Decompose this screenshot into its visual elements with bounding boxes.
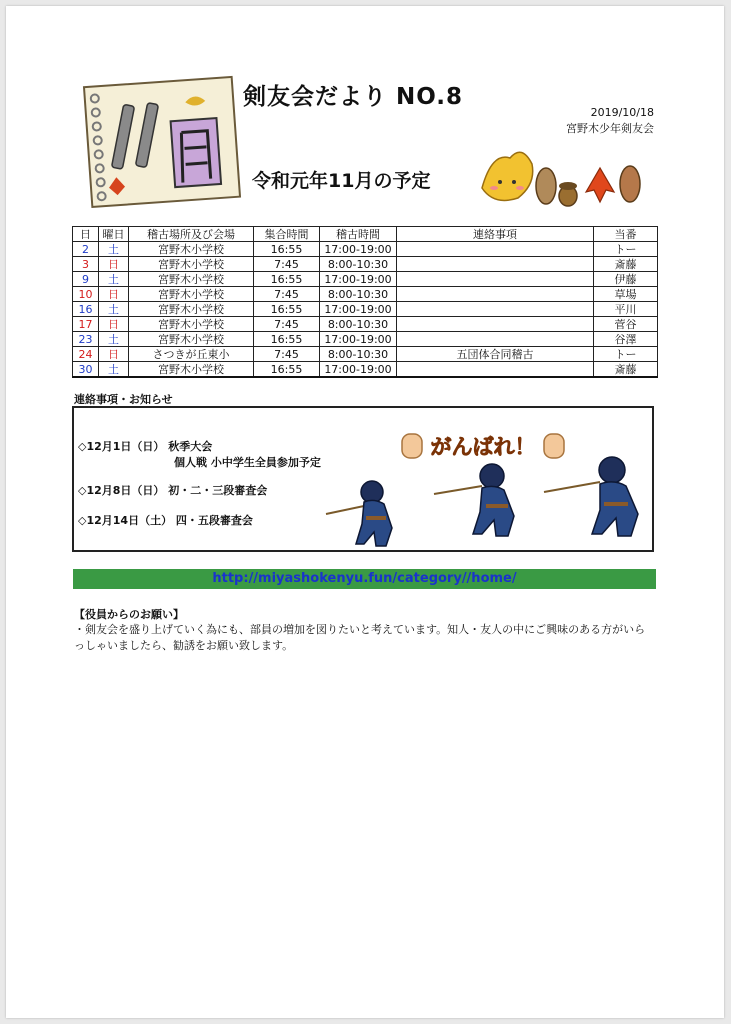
kendo-players-illustration [324,456,649,552]
notices-box [72,406,654,552]
request-body: ・剣友会を盛り上げていく為にも、部員の増加を図りたいと考えています。知人・友人の中にご興味のある方がいらっしゃいましたら、勧誘をお願い致します。 [74,623,646,652]
request-title: 【役員からのお願い】 [74,608,184,621]
note-cell [397,332,594,347]
weekday-cell: 土 [99,272,129,287]
duty-cell: 草場 [594,287,658,302]
table-row [73,347,658,362]
col-header-duty: 当番 [594,227,658,242]
table-row [73,272,658,287]
day-cell: 23 [73,332,99,347]
practice-time-cell: 8:00-10:30 [320,347,397,362]
duty-cell: 伊藤 [594,272,658,287]
notice-autumn-tournament-detail: 個人戦 小中学生全員参加予定 [174,456,321,469]
weekday-cell: 日 [99,347,129,362]
table-row [73,302,658,317]
place-cell: 宮野木小学校 [129,272,254,287]
practice-time-cell: 17:00-19:00 [320,362,397,378]
assemble-time-cell: 16:55 [254,362,320,378]
cheer-text: がんばれ！ [430,435,536,459]
place-cell: 宮野木小学校 [129,302,254,317]
schedule-table [72,226,658,378]
assemble-time-cell: 16:55 [254,302,320,317]
practice-time-cell: 17:00-19:00 [320,242,397,257]
col-header-weekday: 曜日 [99,227,129,242]
note-cell [397,272,594,287]
practice-time-cell: 8:00-10:30 [320,257,397,272]
place-cell: 宮野木小学校 [129,242,254,257]
day-cell: 30 [73,362,99,378]
kendo-player-medium [434,464,514,536]
notebook-11-month-illustration [76,74,246,210]
day-cell: 17 [73,317,99,332]
note-cell [397,287,594,302]
day-cell: 10 [73,287,99,302]
day-cell: 16 [73,302,99,317]
duty-cell: 平川 [594,302,658,317]
notice-dan-exam-1-3: ◇12月8日（日） 初・二・三段審査会 [78,484,268,497]
weekday-cell: 土 [99,362,129,378]
organization-name: 宮野木少年剣友会 [566,122,654,135]
table-row [73,317,658,332]
table-row [73,332,658,347]
practice-time-cell: 17:00-19:00 [320,272,397,287]
notices-label: 連絡事項・お知らせ [74,393,173,406]
table-row [73,242,658,257]
note-cell [397,242,594,257]
col-header-place: 稽古場所及び会場 [129,227,254,242]
table-row [73,362,658,378]
place-cell: 宮野木小学校 [129,317,254,332]
document-page [6,6,724,1018]
schedule-subtitle: 令和元年11月の予定 [252,170,431,192]
weekday-cell: 日 [99,257,129,272]
weekday-cell: 日 [99,317,129,332]
place-cell: 宮野木小学校 [129,332,254,347]
note-cell [397,362,594,378]
duty-cell: 斎藤 [594,257,658,272]
practice-time-cell: 17:00-19:00 [320,332,397,347]
newsletter-title: 剣友会だより NO.8 [243,84,464,110]
autumn-leaves-illustration [474,148,650,214]
practice-time-cell: 8:00-10:30 [320,287,397,302]
day-cell: 9 [73,272,99,287]
day-cell: 24 [73,347,99,362]
duty-cell: トー [594,242,658,257]
note-cell: 五団体合同稽古 [397,347,594,362]
note-cell [397,317,594,332]
table-row [73,257,658,272]
assemble-time-cell: 7:45 [254,287,320,302]
assemble-time-cell: 16:55 [254,332,320,347]
place-cell: 宮野木小学校 [129,287,254,302]
place-cell: さつきが丘東小 [129,347,254,362]
col-header-assemble-time: 集合時間 [254,227,320,242]
note-cell [397,257,594,272]
assemble-time-cell: 16:55 [254,242,320,257]
assemble-time-cell: 7:45 [254,317,320,332]
day-cell: 3 [73,257,99,272]
weekday-cell: 土 [99,302,129,317]
notice-autumn-tournament: ◇12月1日（日） 秋季大会 [78,440,213,453]
weekday-cell: 土 [99,332,129,347]
kendo-player-small [326,481,392,546]
issue-date: 2019/10/18 [590,106,654,119]
place-cell: 宮野木小学校 [129,362,254,378]
weekday-cell: 土 [99,242,129,257]
assemble-time-cell: 16:55 [254,272,320,287]
duty-cell: 谷澤 [594,332,658,347]
website-link[interactable]: http://miyashokenyu.fun/category//home/ [212,571,517,586]
col-header-notes: 連絡事項 [397,227,594,242]
duty-cell: 菅谷 [594,317,658,332]
practice-time-cell: 8:00-10:30 [320,317,397,332]
assemble-time-cell: 7:45 [254,257,320,272]
place-cell: 宮野木小学校 [129,257,254,272]
weekday-cell: 日 [99,287,129,302]
notice-dan-exam-4-5: ◇12月14日（土） 四・五段審査会 [78,514,253,527]
table-row [73,287,658,302]
assemble-time-cell: 7:45 [254,347,320,362]
note-cell [397,302,594,317]
col-header-practice-time: 稽古時間 [320,227,397,242]
duty-cell: 斎藤 [594,362,658,378]
day-cell: 2 [73,242,99,257]
duty-cell: トー [594,347,658,362]
kendo-player-large [544,457,638,536]
schedule-header-row [73,227,658,242]
col-header-day: 日 [73,227,99,242]
practice-time-cell: 17:00-19:00 [320,302,397,317]
